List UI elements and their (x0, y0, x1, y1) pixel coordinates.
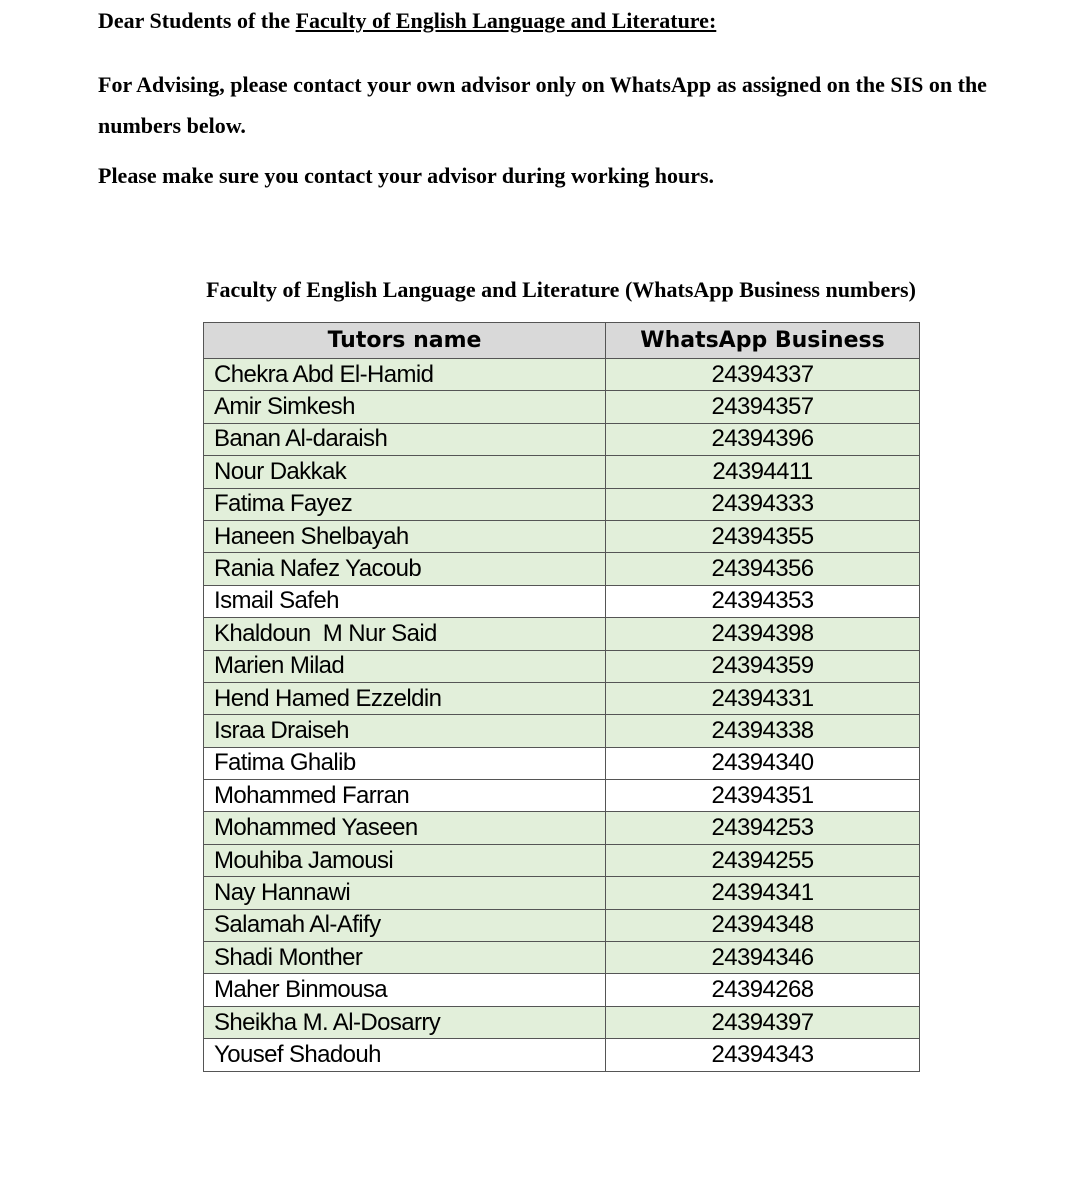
whatsapp-number: 24394351 (606, 780, 920, 812)
tutor-name: Rania Nafez Yacoub (204, 553, 606, 585)
whatsapp-number: 24394253 (606, 812, 920, 844)
table-row (204, 974, 920, 1006)
whatsapp-number: 24394333 (606, 488, 920, 520)
table-row (204, 359, 920, 391)
tutor-name: Haneen Shelbayah (204, 520, 606, 552)
tutor-name: Fatima Fayez (204, 488, 606, 520)
header-tutors-name: Tutors name (204, 323, 606, 359)
tutor-name: Nay Hannawi (204, 877, 606, 909)
header-whatsapp-business: WhatsApp Business (606, 323, 920, 359)
whatsapp-number: 24394255 (606, 844, 920, 876)
tutor-name: Nour Dakkak (204, 456, 606, 488)
tutors-table (203, 322, 920, 1072)
tutor-name: Marien Milad (204, 650, 606, 682)
table-row (204, 423, 920, 455)
tutor-name: Maher Binmousa (204, 974, 606, 1006)
table-row (204, 618, 920, 650)
table-row (204, 1039, 920, 1071)
table-header-row (204, 323, 920, 359)
tutor-name: Fatima Ghalib (204, 747, 606, 779)
table-row (204, 553, 920, 585)
tutor-name: Shadi Monther (204, 942, 606, 974)
whatsapp-number: 24394337 (606, 359, 920, 391)
whatsapp-number: 24394397 (606, 1006, 920, 1038)
tutor-name: Khaldoun M Nur Said (204, 618, 606, 650)
table-row (204, 682, 920, 714)
whatsapp-number: 24394396 (606, 423, 920, 455)
table-row (204, 942, 920, 974)
tutor-name: Salamah Al-Afify (204, 909, 606, 941)
whatsapp-number: 24394338 (606, 715, 920, 747)
whatsapp-number: 24394343 (606, 1039, 920, 1071)
table-row (204, 844, 920, 876)
tutor-name: Israa Draiseh (204, 715, 606, 747)
whatsapp-number: 24394357 (606, 391, 920, 423)
whatsapp-number: 24394268 (606, 974, 920, 1006)
whatsapp-number: 24394353 (606, 585, 920, 617)
whatsapp-number: 24394346 (606, 942, 920, 974)
tutor-name: Mouhiba Jamousi (204, 844, 606, 876)
tutor-name: Amir Simkesh (204, 391, 606, 423)
table-row (204, 780, 920, 812)
table-row (204, 456, 920, 488)
table-row (204, 747, 920, 779)
working-hours-note: Please make sure you contact your advisor during working hours. (98, 163, 715, 188)
tutor-name: Banan Al-daraish (204, 423, 606, 455)
tutor-name: Hend Hamed Ezzeldin (204, 682, 606, 714)
table-row (204, 909, 920, 941)
greeting-prefix: Dear Students of the (98, 8, 296, 33)
greeting (98, 8, 716, 34)
whatsapp-number: 24394331 (606, 682, 920, 714)
table-row (204, 650, 920, 682)
table-row (204, 520, 920, 552)
tutor-name: Chekra Abd El-Hamid (204, 359, 606, 391)
whatsapp-number: 24394411 (606, 456, 920, 488)
whatsapp-number: 24394356 (606, 553, 920, 585)
table-row (204, 488, 920, 520)
tutor-name: Mohammed Yaseen (204, 812, 606, 844)
table-row (204, 1006, 920, 1038)
table-row (204, 877, 920, 909)
tutor-name: Ismail Safeh (204, 585, 606, 617)
whatsapp-number: 24394348 (606, 909, 920, 941)
table-row (204, 715, 920, 747)
whatsapp-number: 24394398 (606, 618, 920, 650)
tutor-name: Yousef Shadouh (204, 1039, 606, 1071)
table-caption: Faculty of English Language and Literature (WhatsApp Business numbers) (206, 277, 916, 302)
whatsapp-number: 24394341 (606, 877, 920, 909)
tutor-rows (204, 359, 920, 1072)
greeting-faculty-name: Faculty of English Language and Literature: (295, 8, 717, 33)
whatsapp-number: 24394355 (606, 520, 920, 552)
table-row (204, 391, 920, 423)
table-row (204, 812, 920, 844)
whatsapp-number: 24394340 (606, 747, 920, 779)
tutor-name: Mohammed Farran (204, 780, 606, 812)
whatsapp-number: 24394359 (606, 650, 920, 682)
advising-instructions: For Advising, please contact your own advisor only on WhatsApp as assigned on the SIS on the numbers below. (98, 72, 987, 138)
tutor-name: Sheikha M. Al-Dosarry (204, 1006, 606, 1038)
table-row (204, 585, 920, 617)
